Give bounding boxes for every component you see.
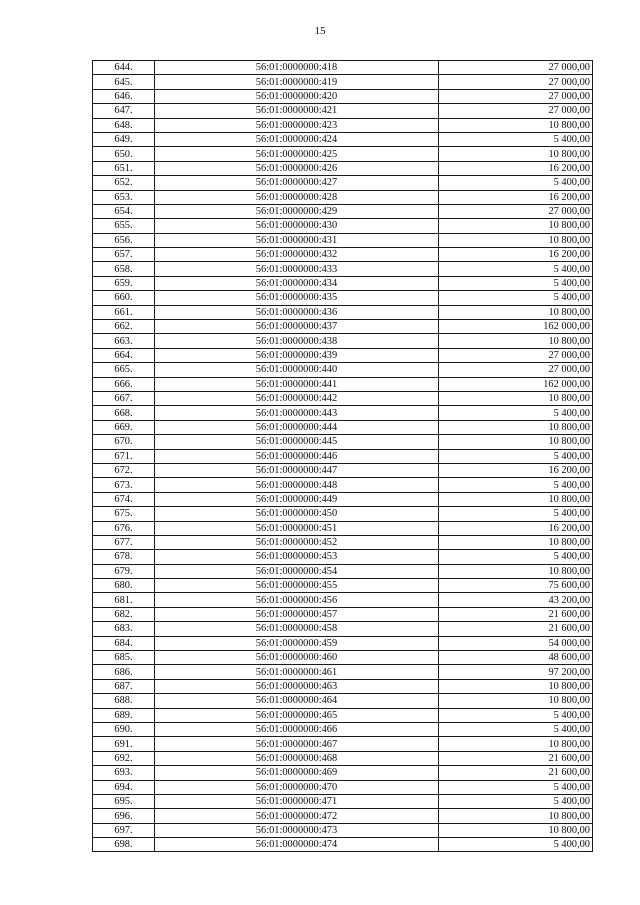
amount-cell: 5 400,00 [439, 794, 593, 808]
amount-cell: 5 400,00 [439, 176, 593, 190]
table-row [93, 463, 593, 477]
cadastral-number-cell: 56:01:0000000:436 [155, 305, 439, 319]
amount-cell: 21 600,00 [439, 622, 593, 636]
amount-cell: 16 200,00 [439, 521, 593, 535]
table-row [93, 766, 593, 780]
row-number-cell: 682. [93, 607, 155, 621]
cadastral-number-cell: 56:01:0000000:438 [155, 334, 439, 348]
cadastral-number-cell: 56:01:0000000:449 [155, 492, 439, 506]
cadastral-number-cell: 56:01:0000000:425 [155, 147, 439, 161]
cadastral-number-cell: 56:01:0000000:455 [155, 579, 439, 593]
table-row [93, 737, 593, 751]
table-row [93, 219, 593, 233]
amount-cell: 162 000,00 [439, 377, 593, 391]
row-number-cell: 669. [93, 420, 155, 434]
cadastral-number-cell: 56:01:0000000:467 [155, 737, 439, 751]
cadastral-number-cell: 56:01:0000000:473 [155, 823, 439, 837]
row-number-cell: 685. [93, 651, 155, 665]
cadastral-number-cell: 56:01:0000000:437 [155, 320, 439, 334]
row-number-cell: 694. [93, 780, 155, 794]
amount-cell: 21 600,00 [439, 751, 593, 765]
row-number-cell: 684. [93, 636, 155, 650]
table-row [93, 161, 593, 175]
row-number-cell: 675. [93, 507, 155, 521]
amount-cell: 10 800,00 [439, 305, 593, 319]
row-number-cell: 646. [93, 89, 155, 103]
cadastral-number-cell: 56:01:0000000:439 [155, 348, 439, 362]
row-number-cell: 689. [93, 708, 155, 722]
page-number: 15 [314, 25, 326, 37]
amount-cell: 97 200,00 [439, 665, 593, 679]
row-number-cell: 663. [93, 334, 155, 348]
cadastral-number-cell: 56:01:0000000:458 [155, 622, 439, 636]
amount-cell: 10 800,00 [439, 694, 593, 708]
row-number-cell: 653. [93, 190, 155, 204]
table-row [93, 823, 593, 837]
amount-cell: 10 800,00 [439, 334, 593, 348]
row-number-cell: 697. [93, 823, 155, 837]
table-row [93, 492, 593, 506]
amount-cell: 5 400,00 [439, 550, 593, 564]
table-row [93, 679, 593, 693]
amount-cell: 27 000,00 [439, 75, 593, 89]
amount-cell: 10 800,00 [439, 435, 593, 449]
amount-cell: 27 000,00 [439, 61, 593, 75]
table-row [93, 363, 593, 377]
cadastral-number-cell: 56:01:0000000:441 [155, 377, 439, 391]
table-row [93, 61, 593, 75]
cadastral-number-cell: 56:01:0000000:434 [155, 276, 439, 290]
table-row [93, 334, 593, 348]
table-row [93, 320, 593, 334]
row-number-cell: 658. [93, 262, 155, 276]
table-row [93, 751, 593, 765]
table-row [93, 449, 593, 463]
cadastral-number-cell: 56:01:0000000:440 [155, 363, 439, 377]
table-row [93, 694, 593, 708]
amount-cell: 16 200,00 [439, 161, 593, 175]
row-number-cell: 649. [93, 132, 155, 146]
table-row [93, 248, 593, 262]
row-number-cell: 660. [93, 291, 155, 305]
amount-cell: 162 000,00 [439, 320, 593, 334]
cadastral-number-cell: 56:01:0000000:444 [155, 420, 439, 434]
amount-cell: 21 600,00 [439, 607, 593, 621]
amount-cell: 5 400,00 [439, 708, 593, 722]
amount-cell: 5 400,00 [439, 722, 593, 736]
table-row [93, 838, 593, 852]
row-number-cell: 666. [93, 377, 155, 391]
cadastral-number-cell: 56:01:0000000:445 [155, 435, 439, 449]
table-row [93, 708, 593, 722]
cadastral-number-cell: 56:01:0000000:459 [155, 636, 439, 650]
row-number-cell: 676. [93, 521, 155, 535]
row-number-cell: 654. [93, 204, 155, 218]
registry-table [92, 60, 593, 852]
cadastral-number-cell: 56:01:0000000:421 [155, 104, 439, 118]
amount-cell: 43 200,00 [439, 593, 593, 607]
row-number-cell: 680. [93, 579, 155, 593]
table-row [93, 406, 593, 420]
cadastral-number-cell: 56:01:0000000:430 [155, 219, 439, 233]
table-row [93, 579, 593, 593]
row-number-cell: 647. [93, 104, 155, 118]
table-row [93, 391, 593, 405]
amount-cell: 5 400,00 [439, 132, 593, 146]
cadastral-number-cell: 56:01:0000000:420 [155, 89, 439, 103]
amount-cell: 5 400,00 [439, 276, 593, 290]
table-row [93, 147, 593, 161]
cadastral-number-cell: 56:01:0000000:461 [155, 665, 439, 679]
amount-cell: 5 400,00 [439, 291, 593, 305]
amount-cell: 10 800,00 [439, 535, 593, 549]
amount-cell: 5 400,00 [439, 838, 593, 852]
amount-cell: 21 600,00 [439, 766, 593, 780]
amount-cell: 10 800,00 [439, 118, 593, 132]
amount-cell: 16 200,00 [439, 190, 593, 204]
table-row [93, 132, 593, 146]
amount-cell: 10 800,00 [439, 823, 593, 837]
row-number-cell: 688. [93, 694, 155, 708]
table-row [93, 420, 593, 434]
row-number-cell: 672. [93, 463, 155, 477]
cadastral-number-cell: 56:01:0000000:431 [155, 233, 439, 247]
cadastral-number-cell: 56:01:0000000:424 [155, 132, 439, 146]
amount-cell: 27 000,00 [439, 104, 593, 118]
amount-cell: 27 000,00 [439, 363, 593, 377]
cadastral-number-cell: 56:01:0000000:474 [155, 838, 439, 852]
amount-cell: 5 400,00 [439, 406, 593, 420]
row-number-cell: 668. [93, 406, 155, 420]
amount-cell: 5 400,00 [439, 262, 593, 276]
cadastral-number-cell: 56:01:0000000:432 [155, 248, 439, 262]
row-number-cell: 698. [93, 838, 155, 852]
row-number-cell: 693. [93, 766, 155, 780]
row-number-cell: 665. [93, 363, 155, 377]
cadastral-number-cell: 56:01:0000000:465 [155, 708, 439, 722]
row-number-cell: 664. [93, 348, 155, 362]
cadastral-number-cell: 56:01:0000000:454 [155, 564, 439, 578]
cadastral-number-cell: 56:01:0000000:451 [155, 521, 439, 535]
table-row [93, 176, 593, 190]
row-number-cell: 659. [93, 276, 155, 290]
cadastral-number-cell: 56:01:0000000:418 [155, 61, 439, 75]
table-row [93, 722, 593, 736]
amount-cell: 5 400,00 [439, 507, 593, 521]
cadastral-number-cell: 56:01:0000000:450 [155, 507, 439, 521]
amount-cell: 27 000,00 [439, 89, 593, 103]
row-number-cell: 691. [93, 737, 155, 751]
table-row [93, 550, 593, 564]
cadastral-number-cell: 56:01:0000000:472 [155, 809, 439, 823]
cadastral-number-cell: 56:01:0000000:460 [155, 651, 439, 665]
amount-cell: 27 000,00 [439, 348, 593, 362]
table-row [93, 521, 593, 535]
table-row [93, 104, 593, 118]
row-number-cell: 648. [93, 118, 155, 132]
table-row [93, 593, 593, 607]
cadastral-number-cell: 56:01:0000000:452 [155, 535, 439, 549]
row-number-cell: 692. [93, 751, 155, 765]
cadastral-number-cell: 56:01:0000000:470 [155, 780, 439, 794]
table-row [93, 377, 593, 391]
amount-cell: 16 200,00 [439, 463, 593, 477]
amount-cell: 10 800,00 [439, 564, 593, 578]
amount-cell: 27 000,00 [439, 204, 593, 218]
row-number-cell: 650. [93, 147, 155, 161]
cadastral-number-cell: 56:01:0000000:442 [155, 391, 439, 405]
row-number-cell: 681. [93, 593, 155, 607]
cadastral-number-cell: 56:01:0000000:469 [155, 766, 439, 780]
amount-cell: 10 800,00 [439, 391, 593, 405]
table-row [93, 291, 593, 305]
row-number-cell: 679. [93, 564, 155, 578]
cadastral-number-cell: 56:01:0000000:429 [155, 204, 439, 218]
row-number-cell: 651. [93, 161, 155, 175]
cadastral-number-cell: 56:01:0000000:433 [155, 262, 439, 276]
table-row [93, 780, 593, 794]
row-number-cell: 656. [93, 233, 155, 247]
cadastral-number-cell: 56:01:0000000:426 [155, 161, 439, 175]
row-number-cell: 671. [93, 449, 155, 463]
cadastral-number-cell: 56:01:0000000:457 [155, 607, 439, 621]
table-row [93, 535, 593, 549]
row-number-cell: 686. [93, 665, 155, 679]
row-number-cell: 655. [93, 219, 155, 233]
table-row [93, 665, 593, 679]
table-row [93, 233, 593, 247]
amount-cell: 10 800,00 [439, 737, 593, 751]
amount-cell: 10 800,00 [439, 809, 593, 823]
cadastral-number-cell: 56:01:0000000:463 [155, 679, 439, 693]
table-row [93, 190, 593, 204]
table-row [93, 204, 593, 218]
row-number-cell: 652. [93, 176, 155, 190]
table-row [93, 636, 593, 650]
table-row [93, 262, 593, 276]
cadastral-number-cell: 56:01:0000000:435 [155, 291, 439, 305]
row-number-cell: 673. [93, 478, 155, 492]
cadastral-number-cell: 56:01:0000000:468 [155, 751, 439, 765]
cadastral-number-cell: 56:01:0000000:466 [155, 722, 439, 736]
amount-cell: 16 200,00 [439, 248, 593, 262]
cadastral-number-cell: 56:01:0000000:423 [155, 118, 439, 132]
row-number-cell: 657. [93, 248, 155, 262]
row-number-cell: 696. [93, 809, 155, 823]
row-number-cell: 674. [93, 492, 155, 506]
table-row [93, 507, 593, 521]
row-number-cell: 678. [93, 550, 155, 564]
table-row [93, 478, 593, 492]
amount-cell: 75 600,00 [439, 579, 593, 593]
row-number-cell: 667. [93, 391, 155, 405]
table-row [93, 276, 593, 290]
amount-cell: 10 800,00 [439, 233, 593, 247]
row-number-cell: 645. [93, 75, 155, 89]
table-row [93, 75, 593, 89]
table-row [93, 564, 593, 578]
amount-cell: 10 800,00 [439, 219, 593, 233]
cadastral-number-cell: 56:01:0000000:447 [155, 463, 439, 477]
row-number-cell: 687. [93, 679, 155, 693]
amount-cell: 5 400,00 [439, 449, 593, 463]
cadastral-number-cell: 56:01:0000000:464 [155, 694, 439, 708]
cadastral-number-cell: 56:01:0000000:446 [155, 449, 439, 463]
cadastral-number-cell: 56:01:0000000:428 [155, 190, 439, 204]
amount-cell: 54 000,00 [439, 636, 593, 650]
table-row [93, 794, 593, 808]
table-row [93, 305, 593, 319]
cadastral-number-cell: 56:01:0000000:471 [155, 794, 439, 808]
row-number-cell: 670. [93, 435, 155, 449]
table-row [93, 651, 593, 665]
amount-cell: 10 800,00 [439, 492, 593, 506]
table-row [93, 348, 593, 362]
row-number-cell: 662. [93, 320, 155, 334]
cadastral-number-cell: 56:01:0000000:427 [155, 176, 439, 190]
table-row [93, 809, 593, 823]
cadastral-number-cell: 56:01:0000000:453 [155, 550, 439, 564]
cadastral-number-cell: 56:01:0000000:419 [155, 75, 439, 89]
amount-cell: 5 400,00 [439, 478, 593, 492]
table-row [93, 89, 593, 103]
registry-table-body [93, 61, 593, 852]
row-number-cell: 644. [93, 61, 155, 75]
amount-cell: 10 800,00 [439, 147, 593, 161]
table-row [93, 118, 593, 132]
row-number-cell: 661. [93, 305, 155, 319]
table-row [93, 607, 593, 621]
amount-cell: 48 600,00 [439, 651, 593, 665]
cadastral-number-cell: 56:01:0000000:456 [155, 593, 439, 607]
row-number-cell: 683. [93, 622, 155, 636]
table-row [93, 622, 593, 636]
cadastral-number-cell: 56:01:0000000:443 [155, 406, 439, 420]
row-number-cell: 690. [93, 722, 155, 736]
table-row [93, 435, 593, 449]
row-number-cell: 695. [93, 794, 155, 808]
cadastral-number-cell: 56:01:0000000:448 [155, 478, 439, 492]
row-number-cell: 677. [93, 535, 155, 549]
amount-cell: 10 800,00 [439, 420, 593, 434]
amount-cell: 10 800,00 [439, 679, 593, 693]
amount-cell: 5 400,00 [439, 780, 593, 794]
